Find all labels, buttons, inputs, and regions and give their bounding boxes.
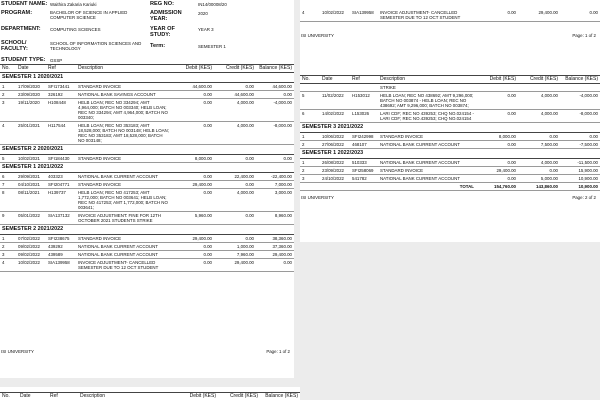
cell-description: STANDARD INVOICE [76,181,172,189]
cell-ref: SFI204771 [46,181,76,189]
cell-debit: 0.00 [476,175,518,183]
col-description-header: Description [76,65,172,73]
semester-title: SEMESTER 2 2021/2022 [0,225,294,235]
semester-title: SEMESTER 3 2021/2022 [300,123,600,133]
cell-credit: 0.00 [518,167,560,175]
col-ref-header: Ref [46,65,76,73]
cell-no: 5 [0,155,16,163]
table-row [0,91,294,99]
col-no-header: No. [0,393,18,400]
cell-description: STANDARD INVOICE [76,155,172,163]
cell-description: NATIONAL BANK CURRENT ACCOUNT [378,141,476,149]
table-row [0,99,294,122]
total-debit: 154,760.00 [476,183,518,191]
cell-date: 10/02/2021 [16,155,46,163]
total-balance: 10,900.00 [560,183,600,191]
cell-description: NATIONAL BANK CURRENT ACCOUNT [378,175,476,183]
table-row [0,259,294,272]
cell-date: 25/01/2021 [16,122,46,145]
cell-credit: 4,000.00 [518,110,560,123]
footer-page-number: Page: 1 of 2 [572,33,596,38]
cell-ref: SIA139958 [350,9,378,22]
cell-description: STANDARD INVOICE [76,83,172,91]
footer-university: ISI UNIVERSITY [301,33,334,38]
cell-balance: 0.00 [256,91,294,99]
table-row [300,9,600,22]
cell-description: NATIONAL BANK CURRENT ACCOUNT [76,243,172,251]
cell-date: 07/02/2022 [16,235,46,243]
cell-ref: SIA139958 [46,259,76,272]
cell-debit: 0.00 [172,259,214,272]
cell-balance: 0.00 [256,155,294,163]
cell-ref: 541782 [350,175,378,183]
cell-no: 7 [0,181,16,189]
table-row [300,167,600,175]
cell-no: 8 [0,189,16,212]
cell-description: HELB LOAN; REC NO 353183; AMT 18,528,000; BATCH NO 003148; HELB LOAN; REC NO 353183; AMT 18,528,000; BATCH NO 003148; [76,122,172,145]
col-debit-header: Debit (KES) [476,76,518,84]
semester-title: SEMESTER 1 2022/2023 [300,149,600,159]
cell-no: 2 [300,167,320,175]
cell-description: HELB LOAN; REC NO 334294; AMT 4,964,000; BATCH NO 003340; HELB LOAN; REC NO 334294; AMT 4,964,000; BATCH NO 003340; [76,99,172,122]
cell-no: 6 [300,110,320,123]
cell-ref: 326192 [46,91,76,99]
col-debit-header: Debit (KES) [176,393,218,400]
cell-date: 10/02/2022 [320,9,350,22]
cell-balance: -7,500.00 [560,141,600,149]
cell-balance: 44,600.00 [256,83,294,91]
table-header-page-1 [0,65,294,73]
col-date-header: Date [18,393,48,400]
cell-description: INVOICE ADJUSTMENT- CANCELLED SEMESTER DUE TO 12 OCT STUDENT [378,9,476,22]
semester-title: SEMESTER 1 2020/2021 [0,73,294,83]
col-ref-header: Ref [350,76,378,84]
cell-credit: 0.00 [214,181,256,189]
cell-description: LARI CDF; REC NO 439253; CHQ NO.024154 - LARI CDF; REC NO.439253; CHQ NO.024154 [378,110,476,123]
cell-debit: 0.00 [476,9,518,22]
cell-credit: 4,000.00 [214,122,256,145]
cell-debit: 0.00 [172,122,214,145]
semester-header [0,73,294,83]
statement-page-2 [300,0,600,242]
cell-description: NATIONAL BANK CURRENT ACCOUNT [76,251,172,259]
cell-credit: 0.00 [214,155,256,163]
col-balance-header: Balance (KES) [256,65,294,73]
cell-debit: 0.00 [172,173,214,181]
cell-no: 1 [300,133,320,141]
table-row [0,251,294,259]
cell-debit: 44,600.00 [172,83,214,91]
col-credit-header: Credit (KES) [218,393,260,400]
table-row [0,83,294,91]
cell-no: 3 [300,175,320,183]
footer-university: ISI UNIVERSITY [301,195,334,200]
cell-balance: 8,960.00 [256,212,294,225]
cell-debit: 0.00 [172,251,214,259]
cell-date: 19/11/2020 [16,99,46,122]
cell-ref: L153026 [350,110,378,123]
cell-description: STANDARD INVOICE [378,133,476,141]
table-row [300,141,600,149]
cell-date: 29/09/2021 [16,173,46,181]
cell-ref: SIA137132 [46,212,76,225]
cell-debit: 0.00 [476,110,518,123]
cell-debit: 0.00 [172,99,214,122]
cell-debit: 0.00 [172,189,214,212]
cell-debit: 5,960.00 [172,212,214,225]
cell-date: 23/09/2020 [16,91,46,99]
year-of-study-value: YEAR 3 [198,27,214,32]
cell-balance: 29,400.00 [256,251,294,259]
cell-ref: 439292 [46,243,76,251]
cell-ref: SFI242998 [350,133,378,141]
admission-year-value: 2020 [198,11,208,16]
student-type-label: STUDENT TYPE: [1,57,46,63]
col-credit-header: Credit (KES) [518,76,560,84]
col-balance-header: Balance (KES) [260,393,300,400]
cell-ref: SFI184430 [46,155,76,163]
cell-no: 4 [0,122,16,145]
cell-ref: H117544 [46,122,76,145]
cell-balance: 3,000.00 [256,189,294,212]
cell-balance: 15,900.00 [560,167,600,175]
cell-description: NATIONAL BANK CURRENT ACCOUNT [378,159,476,167]
col-date-header: Date [16,65,46,73]
cell-credit: 29,400.00 [214,259,256,272]
cell-description: NATIONAL BANK CURRENT ACCOUNT [76,173,172,181]
cell-no: 3 [0,99,16,122]
cell-credit: 4,000.00 [518,92,560,110]
cell-no: 2 [0,91,16,99]
cell-credit: 7,960.00 [214,251,256,259]
cell-debit: 29,400.00 [172,181,214,189]
cell-ref: 468107 [350,141,378,149]
cell-date: 23/09/2022 [320,167,350,175]
cell-date: 11/02/2022 [320,92,350,110]
cell-date: 05/01/2022 [16,212,46,225]
cell-credit: 4,000.00 [214,99,256,122]
cell-balance: -4,000.00 [560,92,600,110]
cell-description: STANDARD INVOICE [378,167,476,175]
cell-no: 1 [0,235,16,243]
table-row [0,155,294,163]
student-name: Waithira Zakaria Kariuki [50,2,97,7]
cell-balance: 10,900.00 [560,175,600,183]
cell-ref: H139737 [46,189,76,212]
semester-title: SEMESTER 1 2021/2022 [0,163,294,173]
cell-balance: 0.00 [560,133,600,141]
cell-balance: 38,360.00 [256,235,294,243]
cell-description: HELB LOAN; REC NO 438692; AMT 9,296,000; BATCH NO 003874 - HELB LOAN; REC NO 438692; AMT 9,296,000; BATCH NO 003874; [378,92,476,110]
cell-no: 2 [0,243,16,251]
cell-ref: 439589 [46,251,76,259]
cell-date: 27/06/2022 [320,141,350,149]
cell-balance: 0.00 [560,9,600,22]
table-header-page-2 [300,76,600,84]
year-of-study-label: YEAR OF STUDY: [150,26,175,39]
cell-description: INVOICE ADJUSTMENT- CANCELLED SEMESTER DUE TO 12 OCT STUDENT [76,259,172,272]
continued-row [300,84,600,92]
semester-header [300,123,600,133]
cell-balance: 37,360.00 [256,243,294,251]
footer-page-number: Page: 1 of 2 [266,349,290,354]
cell-balance: 0.00 [256,259,294,272]
term-value: SEMESTER 1 [198,44,226,49]
cell-credit: 4,000.00 [214,189,256,212]
col-description-header: Description [378,76,476,84]
cell-description: STANDARD INVOICE [76,235,172,243]
reg-no-label: REG NO: [150,1,174,7]
cell-debit: 29,400.00 [172,235,214,243]
cell-date: 10/02/2022 [16,259,46,272]
cell-no: 1 [0,83,16,91]
cell-no: 5 [300,92,320,110]
school-label: SCHOOL/ FACULTY: [1,40,28,53]
program-value: BACHELOR OF SCIENCE IN APPLIED COMPUTER SCIENCE [50,10,128,20]
cell-description: NATIONAL BANK SAVINGS ACCOUNT [76,91,172,99]
cell-date: 08/11/2021 [16,189,46,212]
cell-credit: 0.00 [214,235,256,243]
department-value: COMPUTING SCIENCES [50,27,101,32]
col-description-header: Description [78,393,176,400]
cell-date: 17/09/2020 [16,83,46,91]
cell-ref: SFI258069 [350,167,378,175]
transactions-table-page-1 [0,64,294,272]
col-no-header: No. [300,76,320,84]
cell-no: 2 [300,141,320,149]
table-row [0,243,294,251]
cell-debit: 0.00 [476,141,518,149]
cell-ref: SFI238675 [46,235,76,243]
table-row [300,110,600,123]
col-credit-header: Credit (KES) [214,65,256,73]
cell-balance: -8,000.00 [560,110,600,123]
cell-date: 24/10/2022 [320,175,350,183]
table-row [0,173,294,181]
cell-credit: 29,400.00 [518,9,560,22]
cell-no: 4 [0,259,16,272]
cell-debit: 8,000.00 [172,155,214,163]
semester-header [0,145,294,155]
cell-description: INVOICE ADJUSTMENT: FINE FOR 12TH OCTOBER 2021 STUDENTS STRIKE [76,212,172,225]
cell-credit: 22,400.00 [214,173,256,181]
cell-credit: 0.00 [518,133,560,141]
cell-debit: 0.00 [172,91,214,99]
school-value: SCHOOL OF INFORMATION SCIENCES AND TECHNOLOGY [50,41,142,51]
col-date-header: Date [320,76,350,84]
table-row [300,133,600,141]
cell-balance: -4,000.00 [256,99,294,122]
table-row [0,189,294,212]
cell-description: HELB LOAN; REC NO 417253; AMT 1,772,000; BATCH NO 003641; HELB LOAN; REC NO 417253; AMT 1,772,000; BATCH NO 003641; [76,189,172,212]
department-label: DEPARTMENT: [1,26,41,32]
table-row [300,175,600,183]
reg-no-value: IN14/00008/20 [198,2,227,7]
transactions-table-partial [0,392,300,400]
table-row [300,92,600,110]
admission-year-label: ADMISSION YEAR: [150,10,182,23]
semester-header [300,149,600,159]
cell-balance: -22,400.00 [256,173,294,181]
statement-page-partial [0,387,300,400]
total-credit: 143,860.00 [518,183,560,191]
table-row [300,159,600,167]
table-row [0,235,294,243]
cell-balance: -8,000.00 [256,122,294,145]
cell-date: 26/08/2022 [320,159,350,167]
cell-ref: H108448 [46,99,76,122]
cell-credit: 1,000.00 [214,243,256,251]
transactions-table-page-2 [300,75,600,191]
cell-credit: 0.00 [214,212,256,225]
col-debit-header: Debit (KES) [172,65,214,73]
cell-date: 10/06/2022 [320,133,350,141]
semester-title: SEMESTER 2 2020/2021 [0,145,294,155]
cell-debit: 8,000.00 [476,133,518,141]
semester-header [0,225,294,235]
cell-credit: 5,000.00 [518,175,560,183]
table-body-page-2 [300,84,600,183]
footer-page-number: Page: 2 of 2 [572,195,596,200]
student-name-label: STUDENT NAME: [1,1,48,7]
cell-no: 9 [0,212,16,225]
cell-ref: 403323 [46,173,76,181]
program-label: PROGRAM: [1,10,33,16]
cell-description: STRIKE [378,84,476,92]
cell-balance: 7,000.00 [256,181,294,189]
cell-credit: 44,600.00 [214,91,256,99]
term-label: Term: [150,43,166,49]
cell-ref: SFI173441 [46,83,76,91]
cell-no: 3 [0,251,16,259]
cell-debit: 29,400.00 [476,167,518,175]
cell-credit: 7,500.00 [518,141,560,149]
table-row [0,212,294,225]
semester-header [0,163,294,173]
table-row [0,122,294,145]
student-type-value: GSSP [50,58,63,63]
cell-ref: 510333 [350,159,378,167]
cell-date: 04/10/2021 [16,181,46,189]
cell-no: 6 [0,173,16,181]
cell-debit: 0.00 [172,243,214,251]
cell-no: 1 [300,159,320,167]
cell-credit: 4,000.00 [518,159,560,167]
cell-date: 14/02/2022 [320,110,350,123]
statement-page-1 [0,0,294,378]
student-info-header [0,0,294,64]
total-label: TOTAL [378,183,476,191]
table-body-page-1 [0,73,294,272]
cell-date: 09/02/2022 [16,251,46,259]
table-row [0,181,294,189]
cell-debit: 0.00 [476,92,518,110]
cell-no: 4 [300,9,320,22]
cell-debit: 0.00 [476,159,518,167]
cell-balance: -11,500.00 [560,159,600,167]
total-row [300,183,600,191]
carryover-table [300,9,600,22]
col-balance-header: Balance (KES) [560,76,600,84]
cell-ref: H153012 [350,92,378,110]
col-ref-header: Ref [48,393,78,400]
col-no-header: No. [0,65,16,73]
cell-date: 09/02/2022 [16,243,46,251]
cell-credit: 0.00 [214,83,256,91]
footer-university: ISI UNIVERSITY [1,349,34,354]
